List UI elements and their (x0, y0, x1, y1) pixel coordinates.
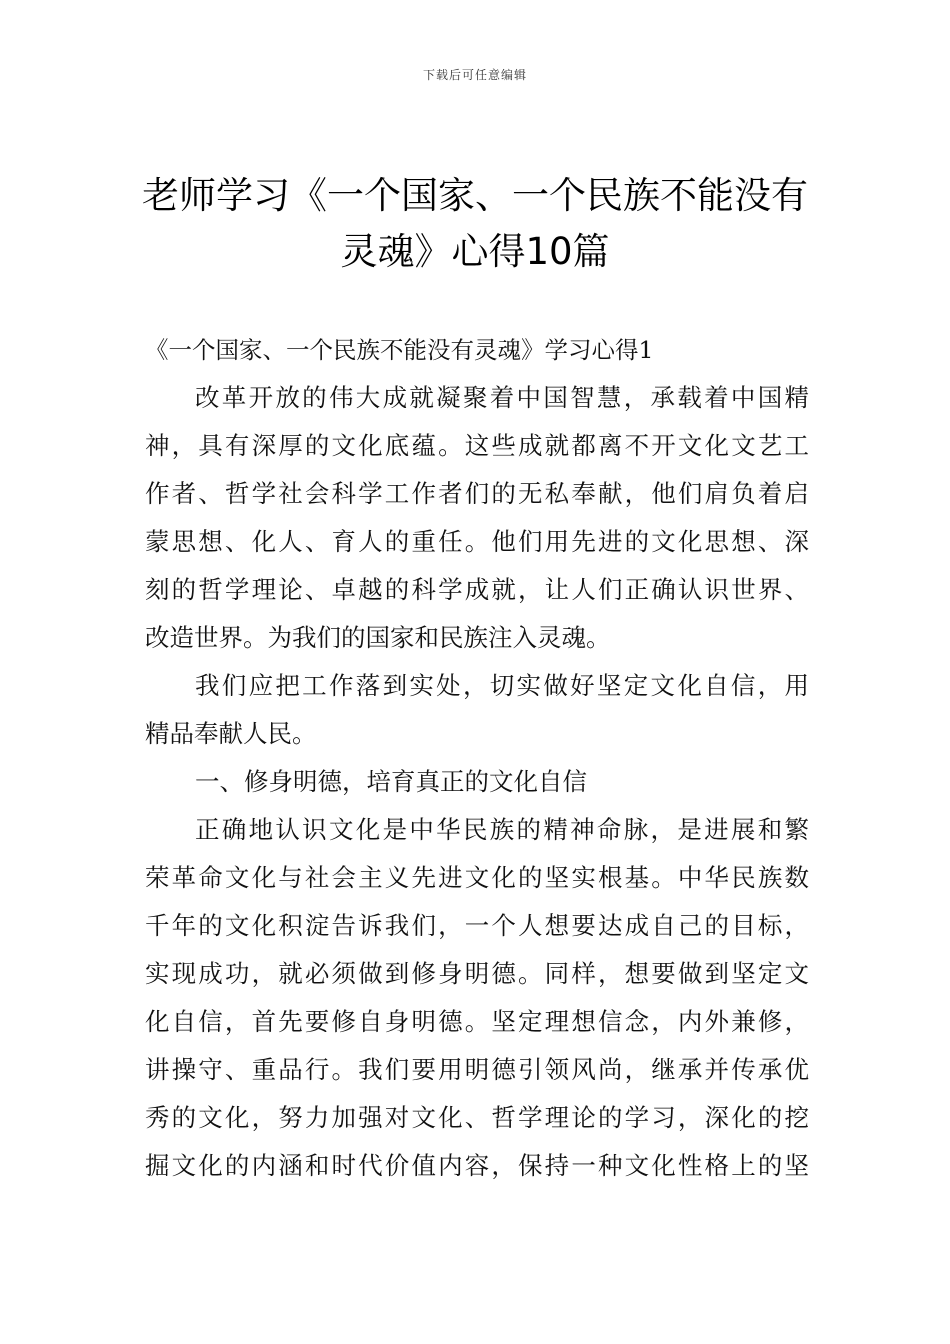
paragraph-line: 蒙思想、化人、育人的重任。他们用先进的文化思想、深 (145, 527, 809, 556)
paragraph-line: 千年的文化积淀告诉我们，一个人想要达成自己的目标， (145, 911, 809, 940)
paragraph-line: 我们应把工作落到实处，切实做好坚定文化自信，用 (195, 671, 809, 700)
header-note: 下载后可任意编辑 (422, 68, 527, 82)
paragraph-line: 正确地认识文化是中华民族的精神命脉，是进展和繁 (195, 815, 809, 844)
paragraph-line: 掘文化的内涵和时代价值内容，保持一种文化性格上的坚 (145, 1151, 809, 1180)
paragraph-line: 改造世界。为我们的国家和民族注入灵魂。 (145, 623, 611, 652)
paragraph-1 (145, 374, 809, 662)
paragraph-line: 神，具有深厚的文化底蕴。这些成就都离不开文化文艺工 (145, 431, 809, 460)
title-line-1: 老师学习《一个国家、一个民族不能没有 (142, 174, 808, 217)
paragraph-line: 作者、哲学社会科学工作者们的无私奉献，他们肩负着启 (145, 479, 809, 508)
subsection-heading: 一、修身明德，培育真正的文化自信 (195, 767, 587, 796)
document-title (100, 168, 850, 280)
paragraph-line: 秀的文化，努力加强对文化、哲学理论的学习，深化的挖 (145, 1103, 809, 1132)
paragraph-4 (145, 806, 809, 1190)
paragraph-2 (145, 662, 809, 758)
paragraph-line: 荣革命文化与社会主义先进文化的坚实根基。中华民族数 (145, 863, 809, 892)
title-line-2: 灵魂》心得10篇 (340, 230, 610, 273)
document-body (145, 326, 809, 1190)
paragraph-line: 刻的哲学理论、卓越的科学成就，让人们正确认识世界、 (145, 575, 809, 604)
paragraph-line: 讲操守、重品行。我们要用明德引领风尚，继承并传承优 (145, 1055, 809, 1084)
paragraph-3 (145, 758, 809, 806)
paragraph-line: 化自信，首先要修自身明德。坚定理想信念，内外兼修， (145, 1007, 809, 1036)
section-heading: 《一个国家、一个民族不能没有灵魂》学习心得1 (145, 336, 654, 364)
paragraph-line: 精品奉献人民。 (145, 719, 317, 748)
paragraph-line: 实现成功，就必须做到修身明德。同样，想要做到坚定文 (145, 959, 809, 988)
paragraph-line: 改革开放的伟大成就凝聚着中国智慧，承载着中国精 (195, 383, 809, 412)
